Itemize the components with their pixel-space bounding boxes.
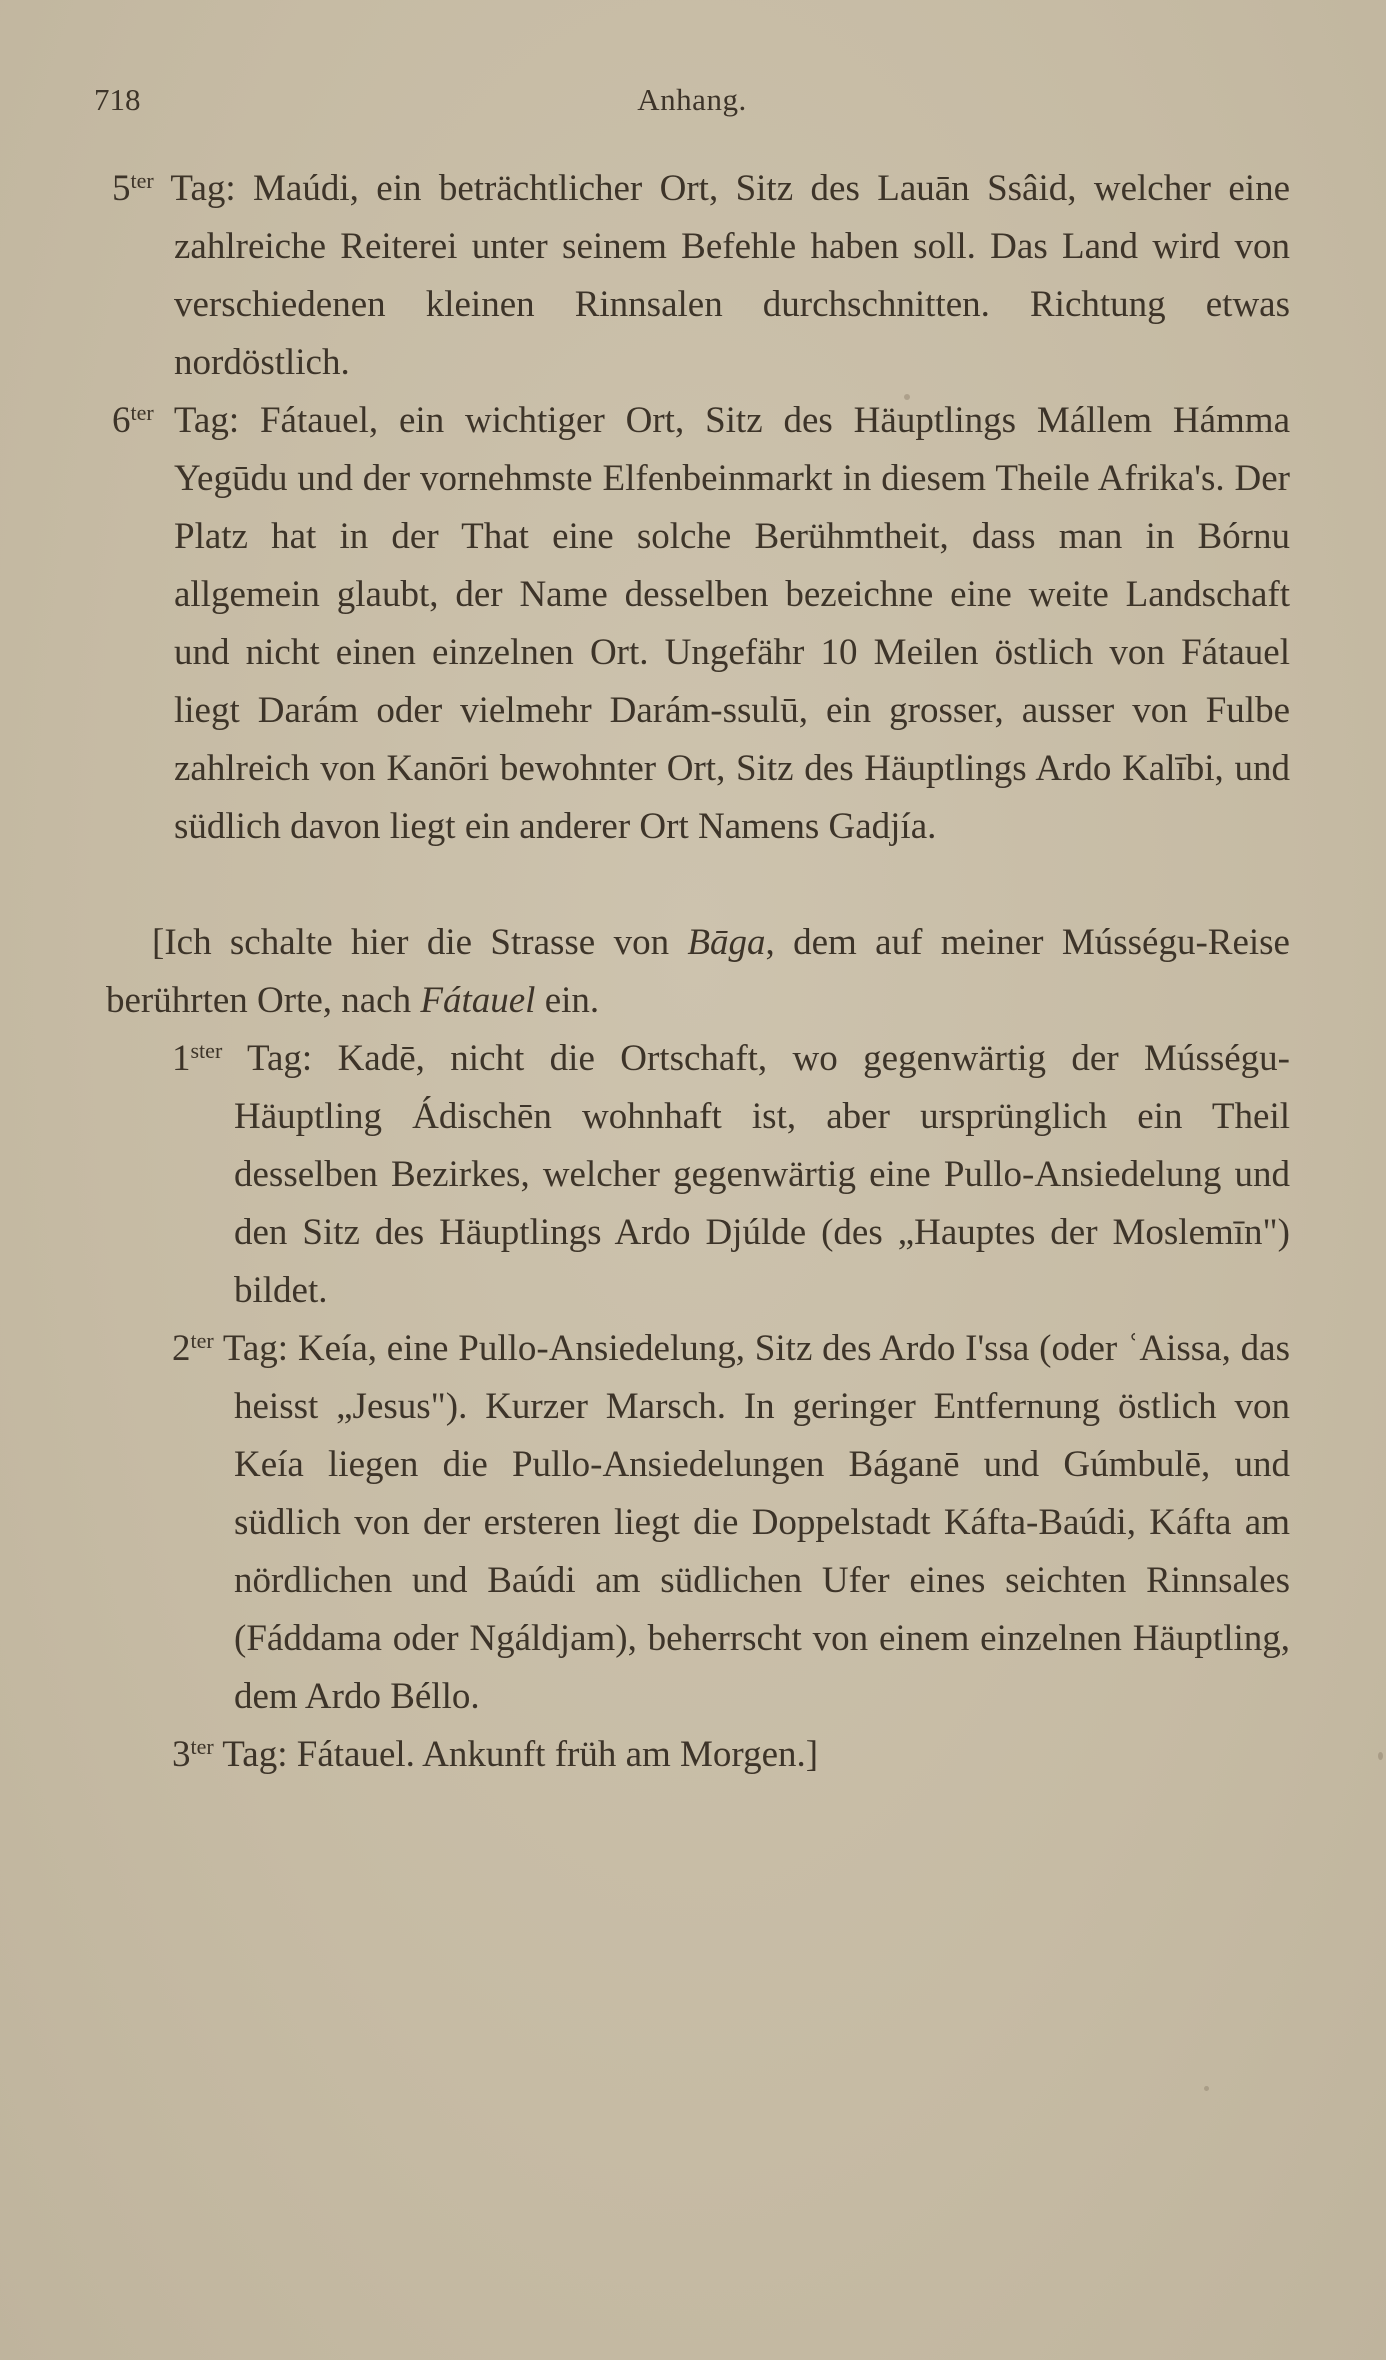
place-name: Fátauel [420,980,536,1021]
day-label: $2^{ter}$ [172,1328,214,1369]
insert-intro: [Ich schalte hier die Strasse von Bāga, dem auf meiner Músségu-Reise berührten Orte, nach Fátauel ein. [106,922,1290,1021]
day-entry-1 [172,1030,1290,1320]
entry-text: Tag: Fátauel. Ankunft früh am Morgen.] [213,1734,819,1775]
entry-text: Tag: Kadē, nicht die Ortschaft, wo gegenwärtig der Músségu-Häuptling Ádischēn wohnhaft ist, aber ursprünglich ein Theil desselben Bezirkes, welcher gegenwärtig eine Pullo-Ansiedelung und den Sitz des Häuptlings Ardo Djúlde (des „Hauptes der Moslemīn") bildet. [222,1038,1290,1311]
day-entry-2 [172,1320,1290,1726]
running-head: Anhang. [637,82,747,117]
day-label: $5^{ter}$ [112,168,154,209]
day-entry-5 [112,160,1290,392]
paper-speck [904,394,910,400]
day-label: $6^{ter}$ [112,400,154,441]
paper-speck [1378,1752,1383,1760]
paper-speck [1204,2086,1209,2091]
entry-text: Tag: Fátauel, ein wichtiger Ort, Sitz des Häuptlings Mállem Hámma Yegūdu und der vornehmste Elfenbeinmarkt in diesem Theile Afrika's. Der Platz hat in der That eine solche Berühmtheit, dass man in Bórnu allgemein glaubt, der Name desselben bezeichne eine weite Landschaft und nicht einen einzelnen Ort. Ungefähr 10 Meilen östlich von Fátauel liegt Darám oder vielmehr Darám-ssulū, ein grosser, ausser von Fulbe zahlreich von Kanōri bewohnter Ort, Sitz des Häuptlings Ardo Kalībi, und südlich davon liegt ein anderer Ort Namens Gadjía. [153,400,1290,847]
day-entry-6 [112,392,1290,856]
place-name: Bāga [687,922,766,963]
route-insert [106,914,1290,1784]
entry-text: Tag: Maúdi, ein beträchtlicher Ort, Sitz des Lauān Ssâid, welcher eine zahlreiche Reiterei unter seinem Befehle haben soll. Das Land wird von verschiedenen kleinen Rinnsalen durchschnitten. Richtung etwas nordöstlich. [153,168,1290,383]
day-label: $3^{ter}$ [172,1734,214,1775]
day-entry-3 [172,1726,1290,1784]
page-body [106,160,1290,1784]
day-label: $1^{ster}$ [172,1038,223,1079]
insert-entries [172,1030,1290,1784]
page-number: 718 [94,82,141,117]
entry-text: Tag: Keía, eine Pullo-Ansiedelung, Sitz des Ardo I'ssa (oder ʿAissa, das heisst „Jesus"). Kurzer Marsch. In geringer Entfernung östlich von Keía liegen die Pullo-Ansiedelungen Báganē und Gúmbulē, und südlich von der ersteren liegt die Doppelstadt Káfta-Baúdi, Káfta am nördlichen und Baúdi am südlichen Ufer eines seichten Rinnsales (Fáddama oder Ngáldjam), beherrscht von einem einzelnen Häuptling, dem Ardo Béllo. [213,1328,1290,1717]
page-header [94,82,1290,132]
